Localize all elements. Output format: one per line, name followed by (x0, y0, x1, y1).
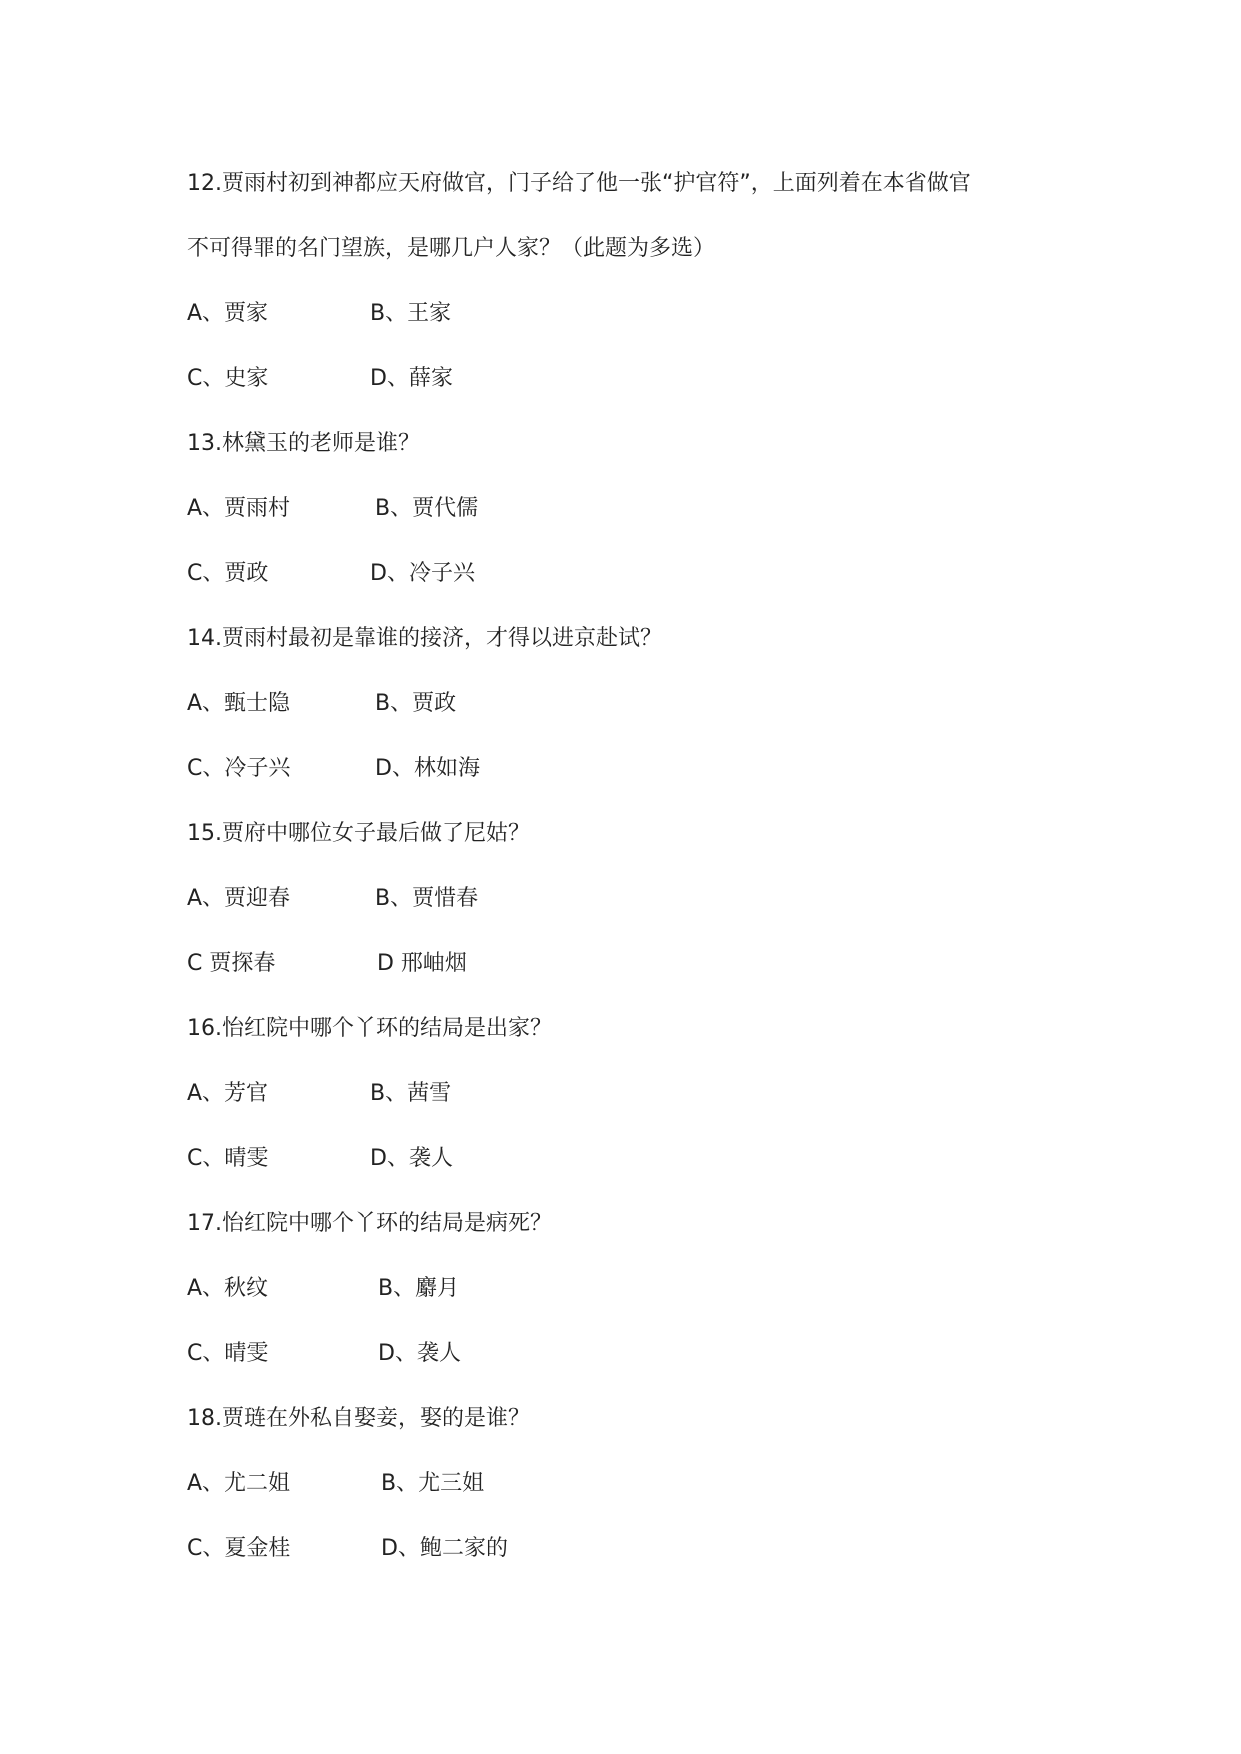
question-13-option-b: B、贾代儒 (375, 496, 479, 521)
question-12-stem-line-2: 不可得罪的名门望族，是哪几户人家？（此题为多选） (187, 236, 716, 261)
question-13-option-c: C、贾政 (187, 561, 269, 586)
question-13-option-d: D、冷子兴 (370, 561, 475, 586)
question-12-option-d: D、薛家 (370, 366, 453, 391)
question-16-stem: 16.怡红院中哪个丫环的结局是出家？ (187, 1016, 552, 1041)
question-12-option-c: C、史家 (187, 366, 269, 391)
question-12-option-b: B、王家 (370, 301, 452, 326)
question-17-stem: 17.怡红院中哪个丫环的结局是病死？ (187, 1211, 552, 1236)
question-13-stem: 13.林黛玉的老师是谁？ (187, 431, 420, 456)
question-18-option-b: B、尤三姐 (381, 1471, 485, 1496)
question-14-option-a: A、甄士隐 (187, 691, 291, 716)
question-18-option-a: A、尤二姐 (187, 1471, 291, 1496)
question-16-option-c: C、晴雯 (187, 1146, 269, 1171)
question-18-option-d: D、鲍二家的 (381, 1536, 508, 1561)
question-17-option-a: A、秋纹 (187, 1276, 269, 1301)
question-15-stem: 15.贾府中哪位女子最后做了尼姑？ (187, 821, 530, 846)
question-14-stem: 14.贾雨村最初是靠谁的接济，才得以进京赴试？ (187, 626, 662, 651)
question-17-option-c: C、晴雯 (187, 1341, 269, 1366)
question-15-option-b: B、贾惜春 (375, 886, 479, 911)
question-12-option-a: A、贾家 (187, 301, 269, 326)
question-15-option-c: C 贾探春 (187, 951, 276, 976)
question-14-option-d: D、林如海 (375, 756, 480, 781)
question-14-option-b: B、贾政 (375, 691, 457, 716)
question-16-option-b: B、茜雪 (370, 1081, 452, 1106)
question-12-stem-line-1: 12.贾雨村初到神都应天府做官，门子给了他一张“护官符”，上面列着在本省做官 (187, 171, 971, 196)
question-14-option-c: C、冷子兴 (187, 756, 291, 781)
question-17-option-b: B、麝月 (378, 1276, 460, 1301)
question-18-option-c: C、夏金桂 (187, 1536, 291, 1561)
question-18-stem: 18.贾琏在外私自娶妾，娶的是谁？ (187, 1406, 530, 1431)
question-13-option-a: A、贾雨村 (187, 496, 291, 521)
question-15-option-a: A、贾迎春 (187, 886, 291, 911)
question-16-option-a: A、芳官 (187, 1081, 269, 1106)
question-15-option-d: D 邢岫烟 (377, 951, 467, 976)
question-16-option-d: D、袭人 (370, 1146, 453, 1171)
question-17-option-d: D、袭人 (378, 1341, 461, 1366)
